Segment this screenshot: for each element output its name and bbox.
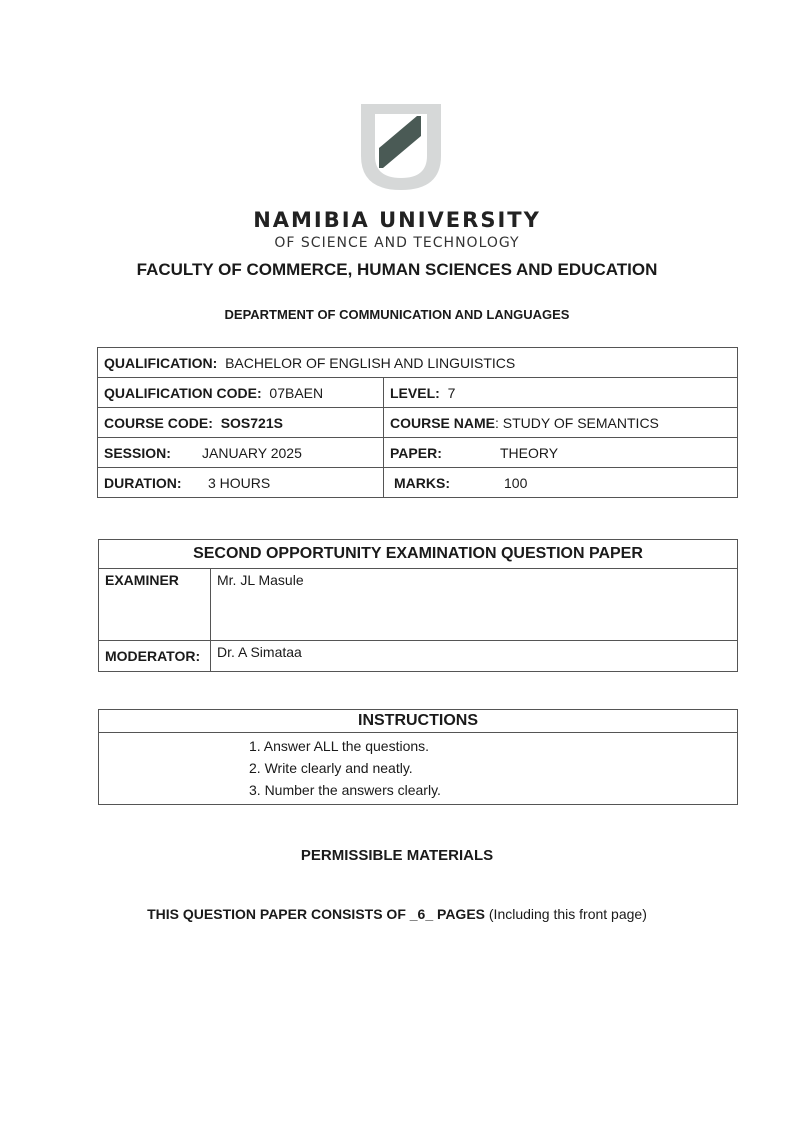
level-value: 7 — [447, 384, 456, 401]
session-label: SESSION: — [104, 444, 171, 461]
qualification-code-label: QUALIFICATION CODE: — [104, 384, 262, 401]
page-count-suffix: (Including this front page) — [485, 906, 647, 922]
marks-label: MARKS: — [394, 474, 450, 491]
course-details-table — [97, 347, 738, 498]
instructions-title: INSTRUCTIONS — [99, 710, 738, 733]
moderator-name: Dr. A Simataa — [211, 641, 738, 672]
qualification-cell — [98, 348, 738, 378]
university-logo-icon — [357, 100, 445, 194]
course-name-label: COURSE NAME — [390, 414, 496, 431]
marks-value: 100 — [504, 474, 528, 491]
instruction-item: 3. Number the answers clearly. — [249, 782, 441, 798]
faculty-title: FACULTY OF COMMERCE, HUMAN SCIENCES AND EDUCATION — [136, 260, 658, 279]
course-name-cell — [384, 408, 738, 438]
session-cell — [98, 438, 384, 468]
instruction-item: 1. Answer ALL the questions. — [249, 738, 430, 754]
paper-label: PAPER: — [390, 444, 442, 461]
department-title: DEPARTMENT OF COMMUNICATION AND LANGUAGES — [224, 307, 570, 322]
university-subtitle: OF SCIENCE AND TECHNOLOGY — [274, 235, 520, 251]
qualification-code-value: 07BAEN — [269, 384, 324, 401]
qualification-code-cell — [98, 378, 384, 408]
examiners-table — [98, 539, 738, 672]
duration-cell — [98, 468, 384, 498]
qualification-value: BACHELOR OF ENGLISH AND LINGUISTICS — [225, 354, 516, 371]
duration-value: 3 HOURS — [208, 474, 271, 491]
level-cell — [384, 378, 738, 408]
page-count-text: THIS QUESTION PAPER CONSISTS OF _6_ PAGES — [147, 906, 485, 922]
instruction-item: 2. Write clearly and neatly. — [249, 760, 413, 776]
course-code-value: SOS721S — [220, 414, 283, 431]
level-label: LEVEL: — [390, 384, 440, 401]
university-name: NAMIBIA UNIVERSITY — [253, 208, 541, 232]
instructions-list — [99, 735, 737, 801]
instructions-cell — [99, 733, 738, 805]
examiner-label-text: EXAMINER — [105, 572, 179, 588]
examiner-label — [99, 569, 211, 641]
exam-title: SECOND OPPORTUNITY EXAMINATION QUESTION PAPER — [99, 540, 738, 569]
moderator-label — [99, 641, 211, 672]
paper-value: THEORY — [500, 444, 559, 461]
instructions-table — [98, 709, 738, 805]
marks-cell — [384, 468, 738, 498]
course-code-cell — [98, 408, 384, 438]
session-value: JANUARY 2025 — [202, 444, 302, 461]
permissible-materials-heading: PERMISSIBLE MATERIALS — [300, 847, 494, 864]
paper-cell — [384, 438, 738, 468]
duration-label: DURATION: — [104, 474, 182, 491]
page-count-note — [0, 906, 794, 922]
course-code-label: COURSE CODE: — [104, 414, 213, 431]
moderator-label-text: MODERATOR: — [105, 648, 201, 664]
examiner-name: Mr. JL Masule — [211, 569, 738, 641]
course-name-value: : STUDY OF SEMANTICS — [495, 414, 659, 431]
qualification-label: QUALIFICATION: — [104, 354, 218, 371]
